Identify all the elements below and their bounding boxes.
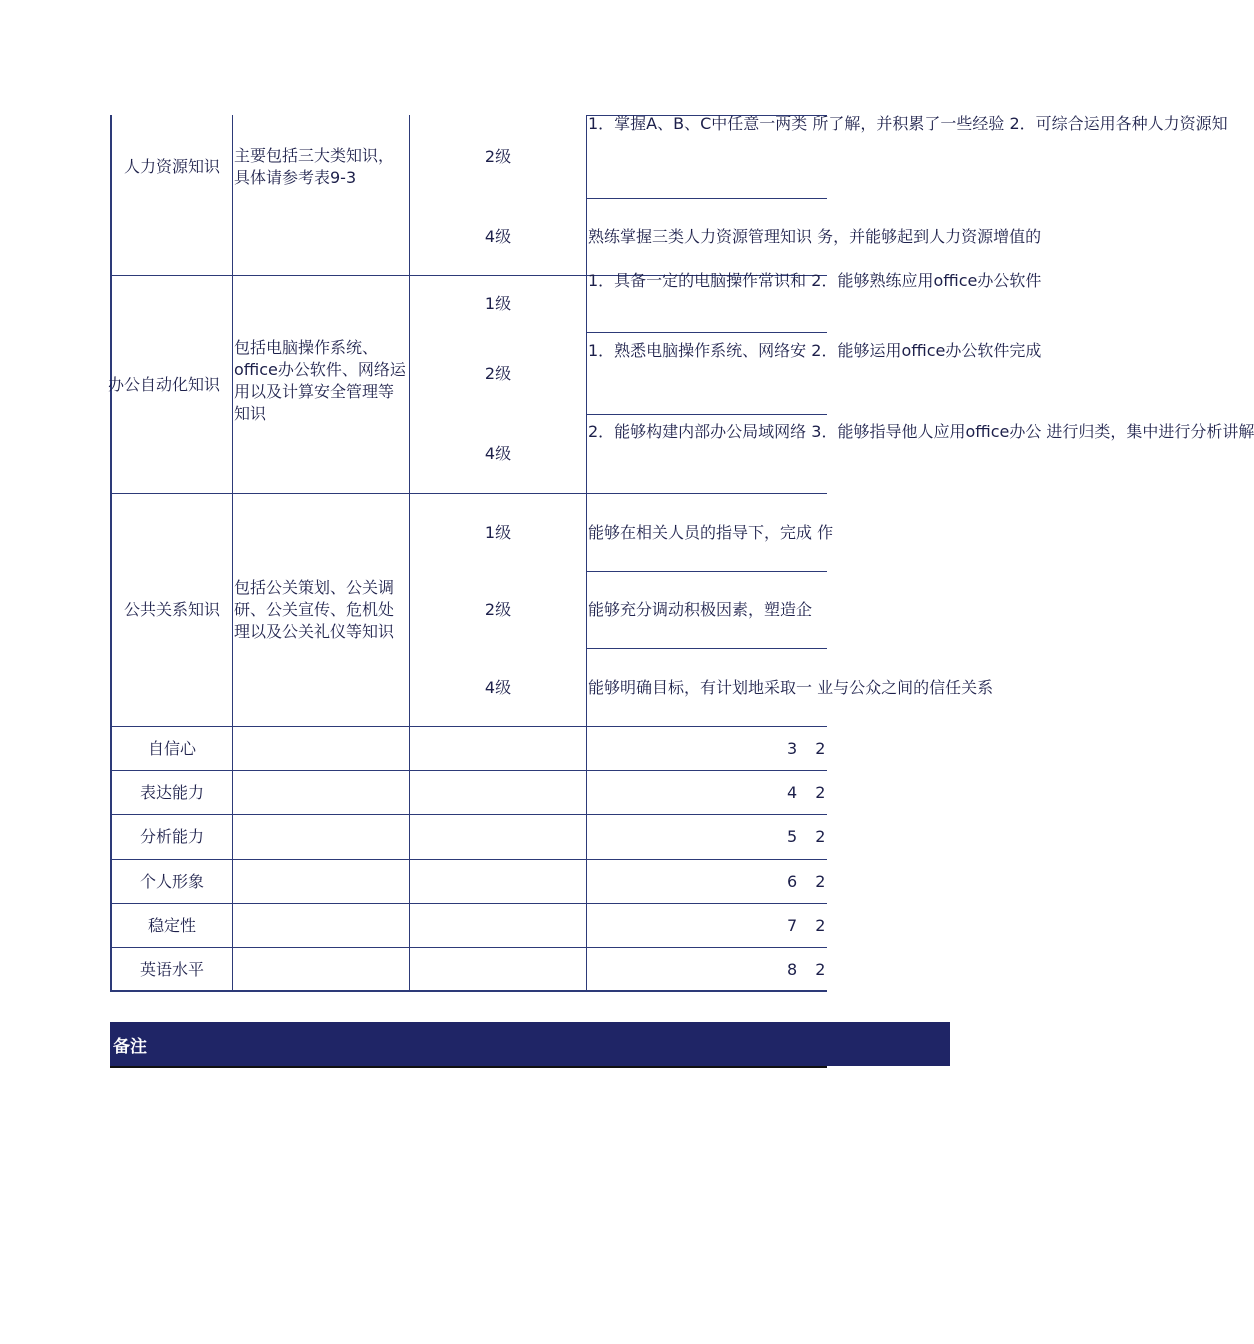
level-label: 1级 — [484, 294, 512, 313]
level-label: 2级 — [484, 363, 512, 383]
column-divider — [232, 115, 233, 992]
level-label: 4级 — [484, 677, 512, 697]
level-description: 1．具备一定的电脑操作常识和 2．能够熟练应用office办公软件 — [588, 271, 1042, 290]
category-name: 办公自动化知识 — [108, 374, 221, 394]
value-number-2: 2 — [815, 959, 826, 979]
attribute-name: 表达能力 — [139, 782, 204, 802]
category-name: 公共关系知识 — [123, 600, 220, 619]
attribute-name: 分析能力 — [139, 827, 204, 846]
level-description: 1．熟悉电脑操作系统、网络安 2．能够运用office办公软件完成 — [588, 341, 1042, 360]
attribute-value — [588, 815, 827, 859]
row-divider — [586, 332, 827, 333]
value-number: 8 — [787, 959, 798, 979]
level-description: 能够在相关人员的指导下，完成 作 — [588, 522, 834, 542]
remarks-underline — [110, 1066, 827, 1068]
category-name: 人力资源知识 — [123, 157, 220, 176]
value-number-2: 2 — [815, 915, 826, 935]
attribute-value — [588, 727, 827, 770]
value-number: 3 — [787, 738, 798, 758]
value-number: 6 — [787, 871, 798, 891]
level-label: 4级 — [484, 227, 512, 246]
attribute-name: 个人形象 — [139, 871, 204, 891]
attribute-value — [588, 904, 827, 947]
level-label: 1级 — [484, 522, 512, 542]
value-number-2: 2 — [815, 827, 826, 846]
value-number-2: 2 — [815, 738, 826, 758]
value-number: 7 — [787, 915, 798, 935]
remarks-header — [110, 1022, 950, 1066]
level-description: 1．掌握A、B、C中任意一两类 所了解，并积累了一些经验 2．可综合运用各种人力资源知 — [588, 114, 1228, 133]
level-description: 2．能够构建内部办公局域网络 3．能够指导他人应用office办公 进行归类，集中进行分析讲解 — [588, 422, 1254, 441]
attribute-name: 英语水平 — [139, 959, 204, 979]
level-description: 能够充分调动积极因素，塑造企 — [588, 600, 813, 619]
remarks-label: 备注 — [113, 1036, 147, 1057]
level-description: 熟练掌握三类人力资源管理知识 务，并能够起到人力资源增值的 — [588, 227, 1042, 246]
level-description: 能够明确目标，有计划地采取一 业与公众之间的信任关系 — [588, 677, 994, 697]
level-label: 4级 — [484, 444, 512, 463]
column-divider — [586, 115, 587, 992]
value-number: 4 — [787, 782, 798, 802]
attribute-value — [588, 948, 827, 991]
category-description: 包括公关策划、公关调研、公关宣传、危机处理以及公关礼仪等知识 — [234, 578, 395, 641]
level-label: 2级 — [484, 600, 512, 619]
attribute-value — [588, 771, 827, 814]
category-description: 主要包括三大类知识，具体请参考表9-3 — [234, 146, 395, 187]
value-number: 5 — [787, 827, 798, 846]
row-divider — [586, 414, 827, 415]
category-description: 包括电脑操作系统、office办公软件、网络运用以及计算安全管理等知识 — [234, 337, 406, 423]
attribute-name: 自信心 — [147, 738, 196, 758]
value-number-2: 2 — [815, 871, 826, 891]
attribute-value — [588, 860, 827, 903]
attribute-name: 稳定性 — [147, 915, 196, 935]
value-number-2: 2 — [815, 782, 826, 802]
level-label: 2级 — [484, 146, 512, 166]
